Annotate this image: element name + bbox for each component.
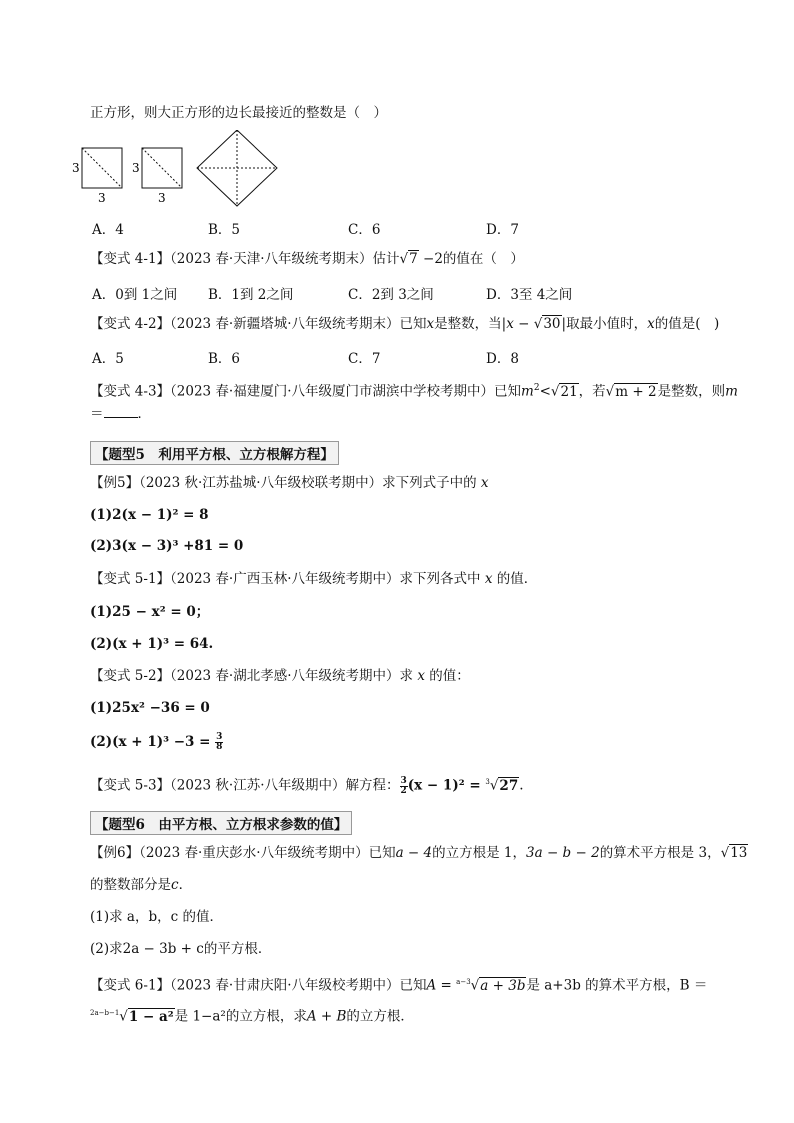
example-5-part-2: (2)3(x − 3)³ +81 = 0 bbox=[90, 538, 244, 554]
option-a: A．4 bbox=[92, 222, 124, 238]
variant-6-1: 【变式 6-1】（2023 春·甘肃庆阳·八年级校考期中）已知A = $^{a-3}$√a + 3b是 a+3b 的算术平方根，B ＝ bbox=[90, 977, 708, 994]
variant-5-1-part-2: (2)(x + 1)³ = 64. bbox=[90, 636, 214, 652]
small-square-2-left-label: 3 bbox=[132, 161, 140, 175]
example-5-part-1: (1)2(x − 1)² = 8 bbox=[90, 507, 209, 523]
option-c: C．2到 3之间 bbox=[348, 287, 434, 303]
option-b: B．1到 2之间 bbox=[208, 287, 294, 303]
big-diamond bbox=[197, 130, 277, 206]
variant-5-2-part-2: (2)(x + 1)³ −3 = $\frac{3}{8}$ bbox=[90, 732, 223, 752]
option-c: C．6 bbox=[348, 222, 381, 238]
variant-5-3: 【变式 5-3】（2023 秋·江苏·八年级期中）解方程： $\frac{3}{2}$ (x − 1)² = $^3$√27. bbox=[90, 775, 524, 796]
variant-5-1: 【变式 5-1】（2023 春·广西玉林·八年级统考期中）求下列各式中 x 的值． bbox=[90, 571, 538, 587]
option-d: D．8 bbox=[486, 351, 519, 367]
example-6-question-1: (1)求 a，b，c 的值． bbox=[90, 909, 223, 925]
section-5-title: 【题型5 利用平方根、立方根解方程】 bbox=[90, 441, 339, 465]
example-6: 【例6】（2023 春·重庆彭水·八年级统考期中）已知a − 4的立方根是 1，3a − b − 2的算术平方根是 3，√13 bbox=[90, 845, 748, 861]
variant-6-1-line-2: $^{2a-b-1}$√1 − a²是 1−a²的立方根，求A + B的立方根． bbox=[90, 1008, 414, 1025]
example-6-question-2: (2)求2a − 3b + c的平方根． bbox=[90, 941, 272, 957]
variant-5-1-part-1: (1)25 − x² = 0； bbox=[90, 604, 210, 620]
small-square-1-left-label: 3 bbox=[72, 161, 80, 175]
option-d: D．7 bbox=[486, 222, 519, 238]
option-c: C．7 bbox=[348, 351, 381, 367]
small-square-2-bottom-label: 3 bbox=[158, 191, 166, 205]
option-b: B．5 bbox=[208, 222, 241, 238]
option-a: A．5 bbox=[92, 351, 124, 367]
squares-figure bbox=[70, 130, 290, 210]
answer-blank[interactable] bbox=[104, 417, 138, 418]
variant-4-3-answer-line: ＝ ． bbox=[90, 406, 151, 422]
example-5: 【例5】（2023 秋·江苏盐城·八年级校联考期中）求下列式子中的 x bbox=[90, 475, 489, 491]
section-6-title: 【题型6 由平方根、立方根求参数的值】 bbox=[90, 811, 352, 835]
small-square-1-bottom-label: 3 bbox=[98, 191, 106, 205]
example-6-line-2: 的整数部分是c． bbox=[90, 877, 193, 893]
variant-5-2: 【变式 5-2】（2023 春·湖北孝感·八年级统考期中）求 x 的值： bbox=[90, 668, 470, 684]
variant-4-3: 【变式 4-3】（2023 春·福建厦门·八年级厦门市湖滨中学校考期中）已知$m^2<√21$，若√m + 2是整数，则m bbox=[90, 383, 738, 400]
option-d: D．3至 4之间 bbox=[486, 287, 573, 303]
variant-4-1: 【变式 4-1】（2023 春·天津·八年级统考期末）估计√7 −2的值在（ ） bbox=[90, 251, 524, 267]
option-b: B．6 bbox=[208, 351, 241, 367]
intro-line: 正方形，则大正方形的边长最接近的整数是（ ） bbox=[90, 105, 387, 121]
small-square-1 bbox=[82, 148, 122, 188]
small-square-2 bbox=[142, 148, 182, 188]
option-a: A．0到 1之间 bbox=[92, 287, 178, 303]
variant-5-2-part-1: (1)25x² −36 = 0 bbox=[90, 700, 210, 716]
variant-4-2: 【变式 4-2】（2023 春·新疆塔城·八年级统考期末）已知x是整数，当|x − √30|取最小值时，x的值是( ) bbox=[90, 316, 720, 332]
